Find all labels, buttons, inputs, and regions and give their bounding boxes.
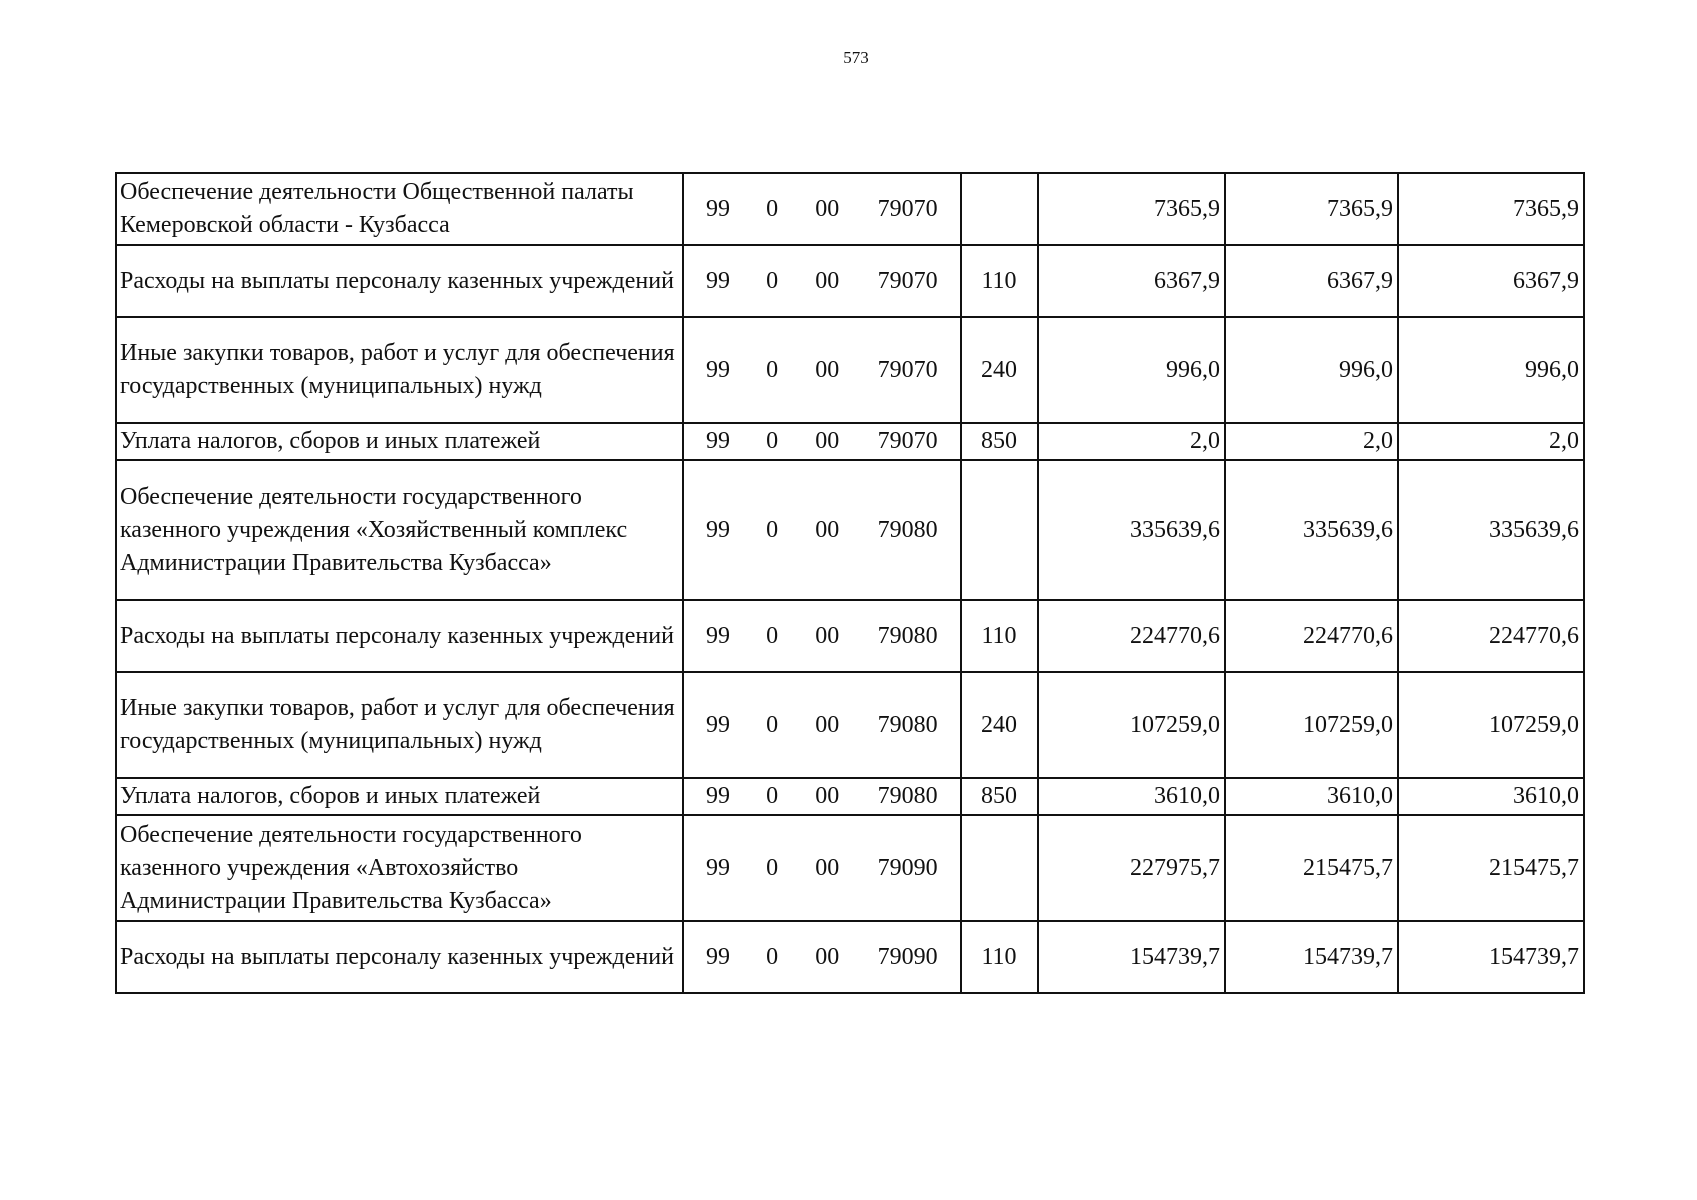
direction-code: 00 xyxy=(815,267,840,294)
amount-year-2: 215475,7 xyxy=(1225,815,1398,921)
amount-year-3: 224770,6 xyxy=(1398,600,1584,672)
article-code: 79070 xyxy=(877,195,938,222)
target-code xyxy=(683,600,961,672)
amount-year-2: 107259,0 xyxy=(1225,672,1398,778)
subprogram-code: 0 xyxy=(766,516,779,543)
table-row xyxy=(116,778,1584,815)
amount-year-3: 7365,9 xyxy=(1398,173,1584,245)
amount-year-3: 2,0 xyxy=(1398,423,1584,460)
expense-name: Расходы на выплаты персоналу казенных учреждений xyxy=(116,600,683,672)
article-code: 79080 xyxy=(877,516,938,543)
expense-name: Расходы на выплаты персоналу казенных учреждений xyxy=(116,245,683,317)
program-code: 99 xyxy=(705,711,730,738)
program-code: 99 xyxy=(705,783,730,809)
amount-year-2: 7365,9 xyxy=(1225,173,1398,245)
program-code: 99 xyxy=(705,943,730,970)
program-code: 99 xyxy=(705,356,730,383)
target-code xyxy=(683,423,961,460)
page-number: 573 xyxy=(843,48,869,67)
subprogram-code: 0 xyxy=(766,943,779,970)
expense-type-code xyxy=(961,460,1038,600)
subprogram-code: 0 xyxy=(766,783,779,809)
direction-code: 00 xyxy=(815,622,840,649)
expense-type-code: 110 xyxy=(961,245,1038,317)
table-row xyxy=(116,423,1584,460)
expense-name: Уплата налогов, сборов и иных платежей xyxy=(116,423,683,460)
amount-year-1: 996,0 xyxy=(1038,317,1225,423)
table-row xyxy=(116,173,1584,245)
table-row xyxy=(116,317,1584,423)
amount-year-1: 6367,9 xyxy=(1038,245,1225,317)
amount-year-1: 227975,7 xyxy=(1038,815,1225,921)
amount-year-2: 6367,9 xyxy=(1225,245,1398,317)
article-code: 79070 xyxy=(877,356,938,383)
expense-type-code: 110 xyxy=(961,921,1038,993)
subprogram-code: 0 xyxy=(766,195,779,222)
target-code xyxy=(683,815,961,921)
article-code: 79090 xyxy=(877,943,938,970)
expense-name: Обеспечение деятельности государственного казенного учреждения «Хозяйственный комплекс Администрации Правительства Кузбасса» xyxy=(116,460,683,600)
subprogram-code: 0 xyxy=(766,267,779,294)
amount-year-2: 154739,7 xyxy=(1225,921,1398,993)
direction-code: 00 xyxy=(815,516,840,543)
table-row xyxy=(116,460,1584,600)
budget-table xyxy=(115,172,1585,994)
amount-year-3: 3610,0 xyxy=(1398,778,1584,815)
target-code xyxy=(683,921,961,993)
table-row xyxy=(116,600,1584,672)
subprogram-code: 0 xyxy=(766,428,779,454)
subprogram-code: 0 xyxy=(766,854,779,881)
amount-year-2: 224770,6 xyxy=(1225,600,1398,672)
subprogram-code: 0 xyxy=(766,622,779,649)
table-row xyxy=(116,672,1584,778)
budget-table-body xyxy=(116,173,1584,993)
amount-year-3: 215475,7 xyxy=(1398,815,1584,921)
target-code xyxy=(683,245,961,317)
amount-year-1: 154739,7 xyxy=(1038,921,1225,993)
expense-name: Иные закупки товаров, работ и услуг для обеспечения государственных (муниципальных) нужд xyxy=(116,672,683,778)
article-code: 79090 xyxy=(877,854,938,881)
subprogram-code: 0 xyxy=(766,356,779,383)
program-code: 99 xyxy=(705,516,730,543)
direction-code: 00 xyxy=(815,195,840,222)
program-code: 99 xyxy=(705,622,730,649)
amount-year-1: 107259,0 xyxy=(1038,672,1225,778)
amount-year-1: 224770,6 xyxy=(1038,600,1225,672)
expense-type-code xyxy=(961,173,1038,245)
expense-name: Уплата налогов, сборов и иных платежей xyxy=(116,778,683,815)
expense-name: Иные закупки товаров, работ и услуг для обеспечения государственных (муниципальных) нужд xyxy=(116,317,683,423)
amount-year-3: 154739,7 xyxy=(1398,921,1584,993)
program-code: 99 xyxy=(705,854,730,881)
direction-code: 00 xyxy=(815,783,840,809)
subprogram-code: 0 xyxy=(766,711,779,738)
table-row xyxy=(116,815,1584,921)
amount-year-3: 6367,9 xyxy=(1398,245,1584,317)
expense-type-code: 850 xyxy=(961,423,1038,460)
amount-year-3: 335639,6 xyxy=(1398,460,1584,600)
article-code: 79080 xyxy=(877,622,938,649)
article-code: 79080 xyxy=(877,783,938,809)
target-code xyxy=(683,317,961,423)
amount-year-3: 996,0 xyxy=(1398,317,1584,423)
amount-year-1: 335639,6 xyxy=(1038,460,1225,600)
direction-code: 00 xyxy=(815,943,840,970)
amount-year-1: 2,0 xyxy=(1038,423,1225,460)
article-code: 79080 xyxy=(877,711,938,738)
table-row xyxy=(116,921,1584,993)
amount-year-1: 7365,9 xyxy=(1038,173,1225,245)
amount-year-3: 107259,0 xyxy=(1398,672,1584,778)
table-row xyxy=(116,245,1584,317)
target-code xyxy=(683,460,961,600)
amount-year-1: 3610,0 xyxy=(1038,778,1225,815)
amount-year-2: 996,0 xyxy=(1225,317,1398,423)
direction-code: 00 xyxy=(815,356,840,383)
amount-year-2: 3610,0 xyxy=(1225,778,1398,815)
expense-name: Расходы на выплаты персоналу казенных учреждений xyxy=(116,921,683,993)
direction-code: 00 xyxy=(815,428,840,454)
expense-type-code: 850 xyxy=(961,778,1038,815)
target-code xyxy=(683,672,961,778)
direction-code: 00 xyxy=(815,854,840,881)
expense-type-code: 240 xyxy=(961,672,1038,778)
article-code: 79070 xyxy=(877,428,938,454)
expense-name: Обеспечение деятельности Общественной палаты Кемеровской области - Кузбасса xyxy=(116,173,683,245)
direction-code: 00 xyxy=(815,711,840,738)
amount-year-2: 335639,6 xyxy=(1225,460,1398,600)
program-code: 99 xyxy=(705,267,730,294)
target-code xyxy=(683,778,961,815)
program-code: 99 xyxy=(705,195,730,222)
expense-type-code: 240 xyxy=(961,317,1038,423)
expense-type-code: 110 xyxy=(961,600,1038,672)
target-code xyxy=(683,173,961,245)
article-code: 79070 xyxy=(877,267,938,294)
expense-type-code xyxy=(961,815,1038,921)
program-code: 99 xyxy=(705,428,730,454)
amount-year-2: 2,0 xyxy=(1225,423,1398,460)
expense-name: Обеспечение деятельности государственного казенного учреждения «Автохозяйство Администрации Правительства Кузбасса» xyxy=(116,815,683,921)
